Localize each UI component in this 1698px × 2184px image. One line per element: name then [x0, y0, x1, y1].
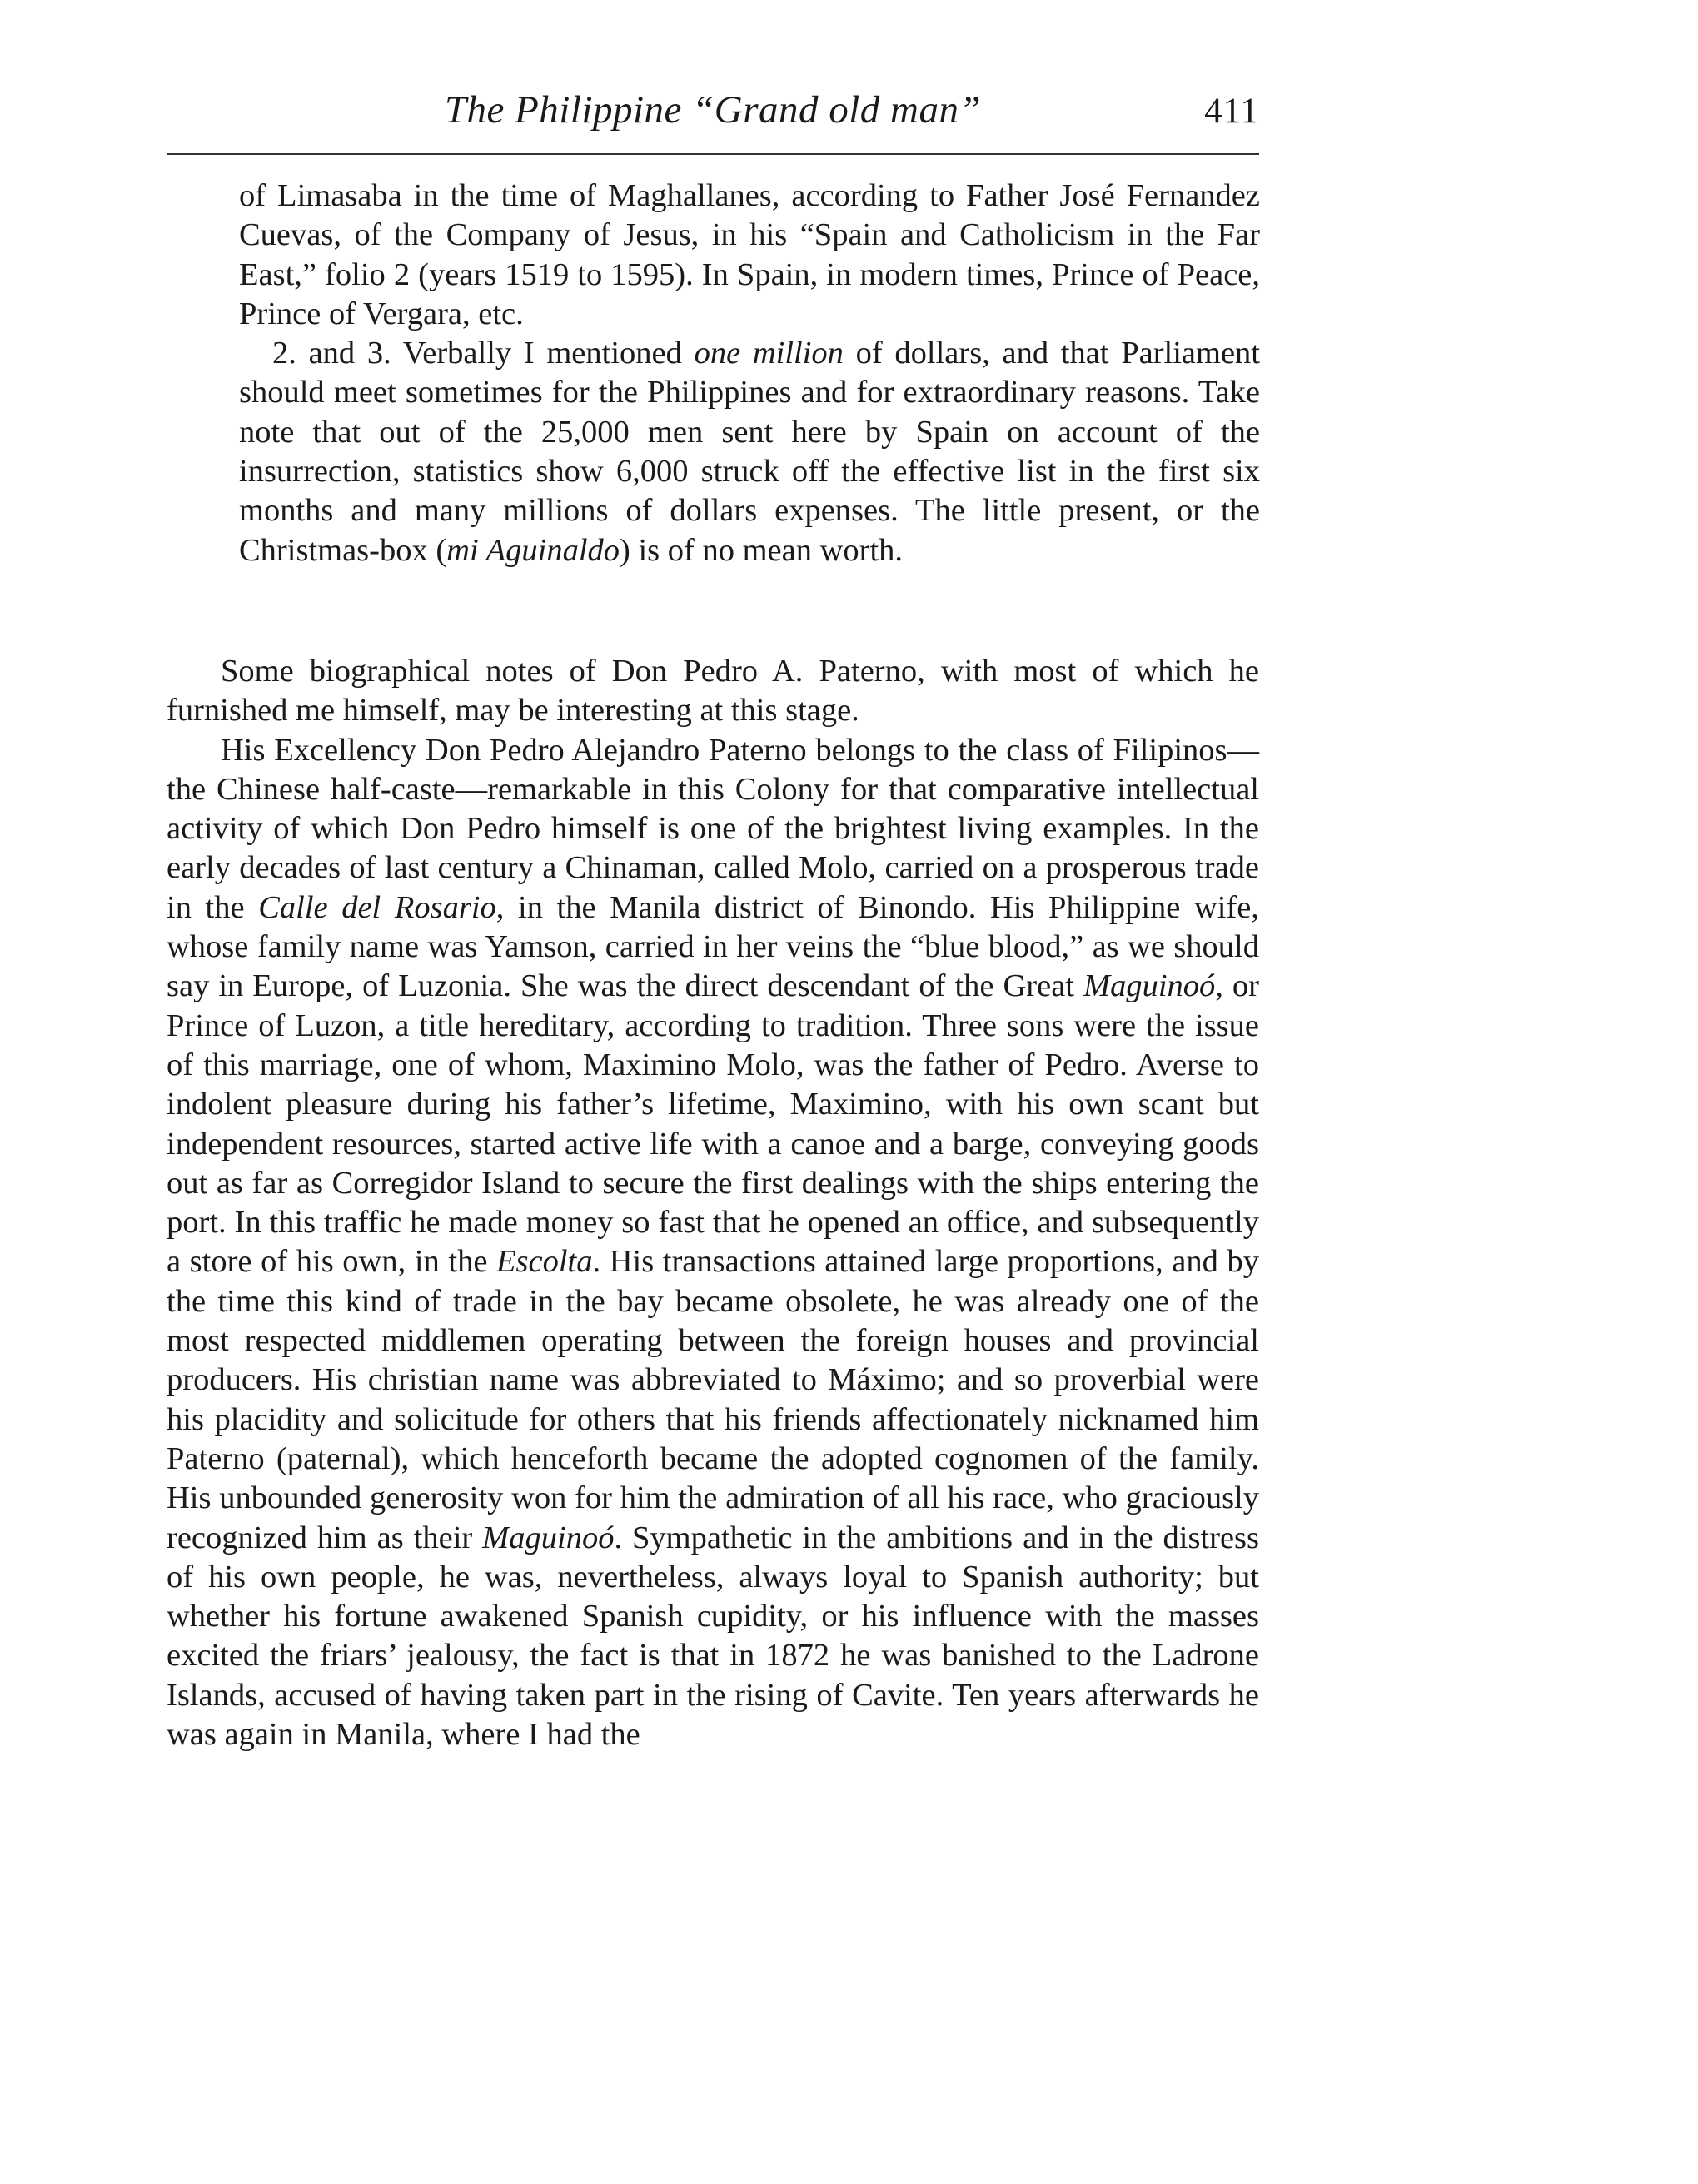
italic-run: Escolta — [496, 1244, 593, 1280]
text-run: . His transactions attained large proportions, and by the time this kind of trade in the bay became obsolete, he was already one of the most respected middlemen operating between the foreign houses and provincial producers. His christian name was abbreviated to Máximo; and so proverbial were his placidity and solicitude for others that his friends affectionately nicknamed him Paterno (paternal), which henceforth became the adopted cognomen of the family. His unbounded generosity won for him the admiration of all his race, who graciously recognized him as their — [167, 1244, 1259, 1555]
italic-run: Calle del Rosario — [258, 889, 496, 925]
quote-paragraph-1: of Limasaba in the time of Maghallanes, according to Father José Fernandez Cuevas, of the Company of Jesus, in his “Spain and Catholicism in the Far East,” folio 2 (years 1519 to 1595). In Spain, in modern times, Prince of Peace, Prince of Vergara, etc. — [239, 178, 1260, 331]
text-run: ) is of no mean worth. — [620, 532, 904, 568]
text-run: 2. and 3. Verbally I mentioned — [272, 336, 695, 371]
text-run: . Sympathetic in the ambitions and in the distress of his own people, he was, nevertheless, always loyal to Spanish authority; but whether his fortune awakened Spanish cupidity, or his influence with the masses excited the friars’ jealousy, the fact is that in 1872 he was banished to the Ladrone Islands, accused of having taken part in the rising of Cavite. Ten years afterwards he was again in Manila, where I had the — [167, 1520, 1260, 1753]
body-paragraph-2 — [167, 731, 1259, 1755]
text-run: , in the Manila district of Binondo. His Philippine wife, whose family name was Yamson, carried in her veins the “blue blood,” as we should say in Europe, of Luzonia. She was the direct descendant of the Great — [167, 889, 1259, 1004]
italic-run: Maguinoó — [1083, 968, 1216, 1004]
italic-run: one million — [694, 336, 844, 371]
text-run: , or Prince of Luzon, a title hereditary, according to tradition. Three sons were the issue of this marriage, one of whom, Maximino Molo, was the father of Pedro. Averse to indolent pleasure during his father’s lifetime, Maximino, with his own scant but independent resources, started active life with a canoe and a barge, conveying goods out as far as Corregidor Island to secure the first dealings with the ships entering the port. In this traffic he made money so fast that he opened an office, and subsequently a store of his own, in the — [167, 968, 1259, 1280]
text-run: His Excellency Don Pedro Alejandro Paterno belongs to the class of Filipinos—the Chinese half-caste—remarkable in this Colony for that comparative intellectual activity of which Don Pedro himself is one of the brightest living examples. In the early decades of last century a Chinaman, called Molo, carried on a prosperous trade in the — [167, 732, 1259, 925]
page-header — [167, 87, 1259, 146]
italic-run: mi Aguinaldo — [446, 532, 620, 568]
quote-paragraph-2 — [239, 334, 1260, 570]
page-number: 411 — [1204, 92, 1259, 131]
main-text — [167, 652, 1259, 1754]
header-rule — [167, 153, 1259, 155]
text-run: of dollars, and that Parliament should meet sometimes for the Philippines and for extraordinary reasons. Take note that out of the 25,000 men sent here by Spain on account of the insurrection, statistics show 6,000 struck off the effective list in the first six months and many millions of dollars expenses. The little present, or the Christmas-box ( — [239, 336, 1260, 568]
body-paragraph-1: Some biographical notes of Don Pedro A. Paterno, with most of which he furnished me himself, may be interesting at this stage. — [167, 654, 1259, 729]
quoted-letter-block — [239, 177, 1260, 570]
italic-run: Maguinoó — [482, 1520, 615, 1555]
running-title: The Philippine “Grand old man” — [444, 88, 982, 132]
